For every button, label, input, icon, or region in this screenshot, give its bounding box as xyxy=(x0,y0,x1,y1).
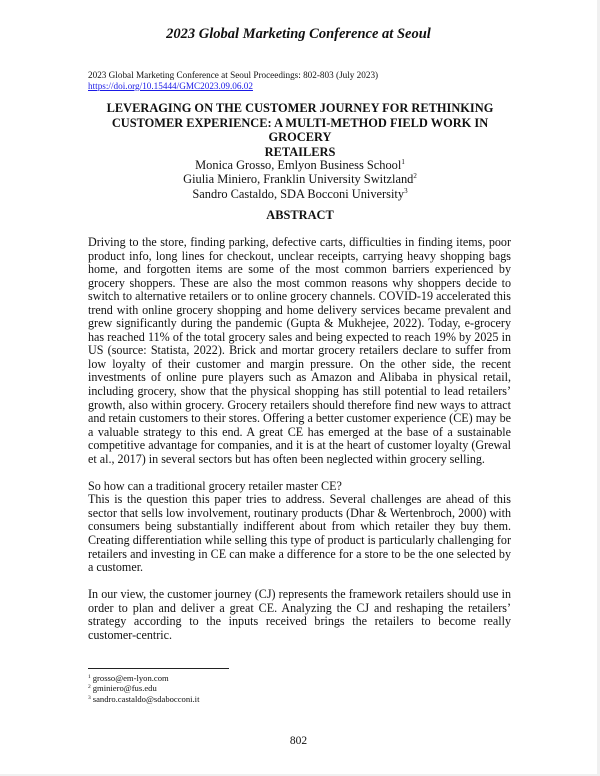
paragraph: So how can a traditional grocery retailer master CE? xyxy=(88,478,342,493)
author-name: Sandro Castaldo, SDA Bocconi University xyxy=(192,186,405,201)
footnote-mark: 1 xyxy=(88,674,91,680)
footnote-email: gminiero@fus.edu xyxy=(92,683,157,694)
title-line: CUSTOMER EXPERIENCE: A MULTI-METHOD FIELD WORK IN GROCERY xyxy=(111,115,489,144)
author-list xyxy=(80,158,520,201)
footnote-email: grosso@em-lyon.com xyxy=(92,673,169,683)
page-number: 802 xyxy=(289,735,308,747)
author-name: Monica Grosso, Emlyon Business School xyxy=(195,158,402,172)
paragraph: Driving to the store, finding parking, defective carts, difficulties in finding items, poor product info, long lines for checkout, unclear receipts, carrying heavy shopping bags home, and forgotten items are some of the most common barriers experienced by grocery shoppers. These are also the most common reasons why shoppers decide to switch to alternative retailers or to online grocery channels. COVID-19 accelerated this trend with online grocery shopping and home delivery services became prevalent and grew significantly during the pandemic (Gupta & Mukhejee, 2022). Today, e-grocery has reached 11% of the total grocery sales and being expected to reach 19% by 2025 in US (source: Statista, 2022). Brick and mortar grocery retailers declare to suffer from low loyalty of their customer and margin pressure. On the other side, the recent investments of online pure players such as Amazon and Alibaba in physical retail, including grocery, show that the physical shopping has still potential to lead retailers’ growth, also within grocery. Grocery retailers should therefore find new ways to attract and retain customers to their stores. Offering a better customer experience (CE) may be a valuable strategy to this end. A great CE has emerged at the base of a sustainable competitive advantage for companies, and it is at the heart of customer loyalty (Grewal et al., 2017) in several sectors but has often been neglected within grocery selling. xyxy=(88,235,511,466)
footnote-email: sandro.castaldo@sdabocconi.it xyxy=(92,693,200,704)
paper-title xyxy=(80,101,520,159)
footnote xyxy=(88,673,199,683)
footnote-mark: 2 xyxy=(413,172,417,181)
paragraph: This is the question this paper tries to address. Several challenges are ahead of this sector that sells low involvement, routinary products (Dhar & Wertenbroch, 2000) with consumers being substantially indifferent about from which retailer they buy them. Creating differentiation while selling this type of product is particularly challenging for retailers and investing in CE can make a difference for a store to be the one selected by a customer. xyxy=(88,492,511,575)
footnote xyxy=(88,694,199,704)
paragraph: In our view, the customer journey (CJ) represents the framework retailers should use in order to plan and deliver a great CE. Analyzing the CJ and reshaping the retailers’ strategy according to the inputs received brings the retailers to become really customer-centric. xyxy=(88,587,511,642)
author-name: Giulia Miniero, Franklin University Switzland xyxy=(183,172,414,187)
doi-link[interactable]: https://doi.org/10.15444/GMC2023.09.06.02 xyxy=(88,81,253,91)
footnotes xyxy=(88,673,199,704)
footnote-mark: 1 xyxy=(401,158,405,166)
author-line xyxy=(80,187,520,201)
footnote-mark: 3 xyxy=(88,694,91,701)
proceedings-line: 2023 Global Marketing Conference at Seoul Proceedings: 802-803 (July 2023) xyxy=(88,70,379,80)
running-header: 2023 Global Marketing Conference at Seoul xyxy=(166,26,431,42)
title-line: RETAILERS xyxy=(264,144,336,159)
footnote-mark: 2 xyxy=(88,684,91,691)
abstract-heading: ABSTRACT xyxy=(266,208,334,222)
footnote-divider xyxy=(88,668,229,669)
abstract-body xyxy=(88,236,511,642)
footnote xyxy=(88,683,199,693)
proceedings-citation xyxy=(88,70,378,92)
title-line: LEVERAGING ON THE CUSTOMER JOURNEY FOR RETHINKING xyxy=(106,101,494,115)
author-line xyxy=(80,172,520,186)
author-line xyxy=(80,158,520,172)
footnote-mark: 3 xyxy=(404,186,408,195)
